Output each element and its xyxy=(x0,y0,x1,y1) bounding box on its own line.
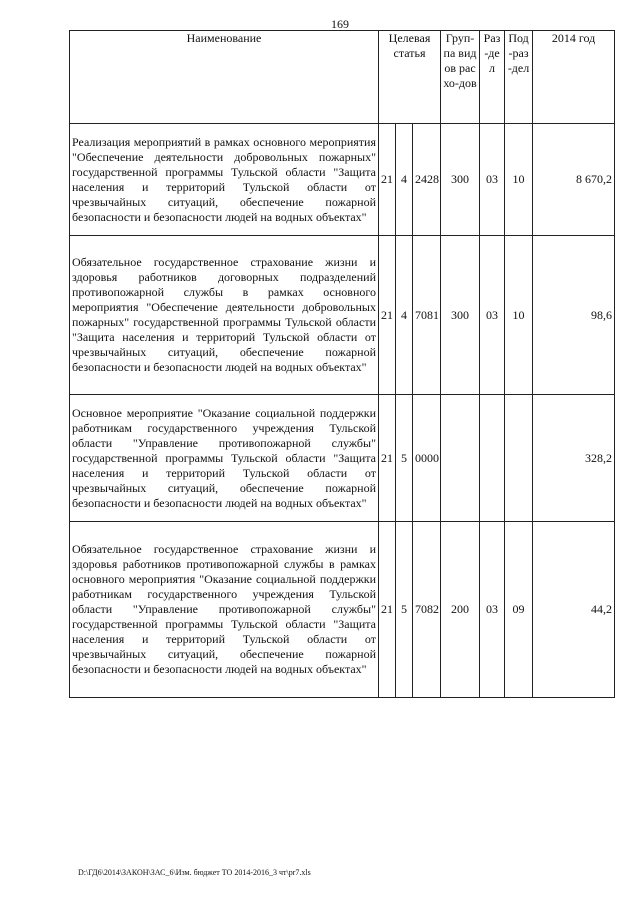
row-article-program: 21 xyxy=(379,395,396,522)
row-group xyxy=(441,395,480,522)
row-name: Реализация мероприятий в рамках основного мероприятия "Обеспечение деятельности добровольных пожарных" государственной программы Тульской области "Защита населения и территорий Тульской области от чрезвычайных ситуаций, обеспечение пожарной безопасности и безопасности людей на водных объектах" xyxy=(70,124,379,236)
table-header-row xyxy=(70,31,615,124)
header-target-article: Целевая статья xyxy=(379,31,441,124)
row-section xyxy=(480,395,505,522)
row-group: 300 xyxy=(441,236,480,395)
row-article-subprogram: 4 xyxy=(396,124,413,236)
row-amount: 98,6 xyxy=(533,236,615,395)
table-row xyxy=(70,236,615,395)
table-row xyxy=(70,395,615,522)
row-group: 200 xyxy=(441,522,480,698)
row-article-subprogram: 5 xyxy=(396,395,413,522)
file-path-footer: D:\ГД6\2014\ЗАКОН\ЗАС_6\Изм. бюджет ТО 2014-2016_3 чт\pr7.xls xyxy=(78,868,311,877)
row-article-program: 21 xyxy=(379,124,396,236)
row-amount: 328,2 xyxy=(533,395,615,522)
header-year: 2014 год xyxy=(533,31,615,124)
row-article-code: 7082 xyxy=(413,522,441,698)
header-group: Груп-па видов расхо-дов xyxy=(441,31,480,124)
budget-table xyxy=(69,30,615,698)
row-section: 03 xyxy=(480,522,505,698)
row-article-code: 2428 xyxy=(413,124,441,236)
header-section: Раз-дел xyxy=(480,31,505,124)
table-row xyxy=(70,124,615,236)
row-article-program: 21 xyxy=(379,522,396,698)
row-subsection: 09 xyxy=(505,522,533,698)
row-amount: 8 670,2 xyxy=(533,124,615,236)
row-group: 300 xyxy=(441,124,480,236)
row-article-subprogram: 5 xyxy=(396,522,413,698)
row-name: Обязательное государственное страхование жизни и здоровья работников противопожарной службы в рамках основного мероприятия "Оказание социальной поддержки работникам государственного учреждения Тульской области "Управление противопожарной службы" государственной программы Тульской области "Защита населения и территорий Тульской области от чрезвычайных ситуаций, обеспечение пожарной безопасности и безопасности людей на водных объектах" xyxy=(70,522,379,698)
row-subsection xyxy=(505,395,533,522)
row-article-code: 7081 xyxy=(413,236,441,395)
row-name: Обязательное государственное страхование жизни и здоровья работников договорных подразделений противопожарной службы в рамках основного мероприятия "Обеспечение деятельности добровольных пожарных" государственной программы Тульской области "Защита населения и территорий Тульской области от чрезвычайных ситуаций, обеспечение пожарной безопасности и безопасности людей на водных объектах" xyxy=(70,236,379,395)
row-amount: 44,2 xyxy=(533,522,615,698)
row-article-subprogram: 4 xyxy=(396,236,413,395)
header-subsection: Под-раз-дел xyxy=(505,31,533,124)
row-subsection: 10 xyxy=(505,236,533,395)
row-section: 03 xyxy=(480,236,505,395)
row-article-code: 0000 xyxy=(413,395,441,522)
page-number: 169 xyxy=(331,17,349,31)
table-row xyxy=(70,522,615,698)
row-name: Основное мероприятие "Оказание социальной поддержки работникам государственного учреждения Тульской области "Управление противопожарной службы" государственной программы Тульской области "Защита населения и территорий Тульской области от чрезвычайных ситуаций, обеспечение пожарной безопасности и безопасности людей на водных объектах" xyxy=(70,395,379,522)
row-section: 03 xyxy=(480,124,505,236)
row-subsection: 10 xyxy=(505,124,533,236)
row-article-program: 21 xyxy=(379,236,396,395)
header-name: Наименование xyxy=(70,31,379,124)
